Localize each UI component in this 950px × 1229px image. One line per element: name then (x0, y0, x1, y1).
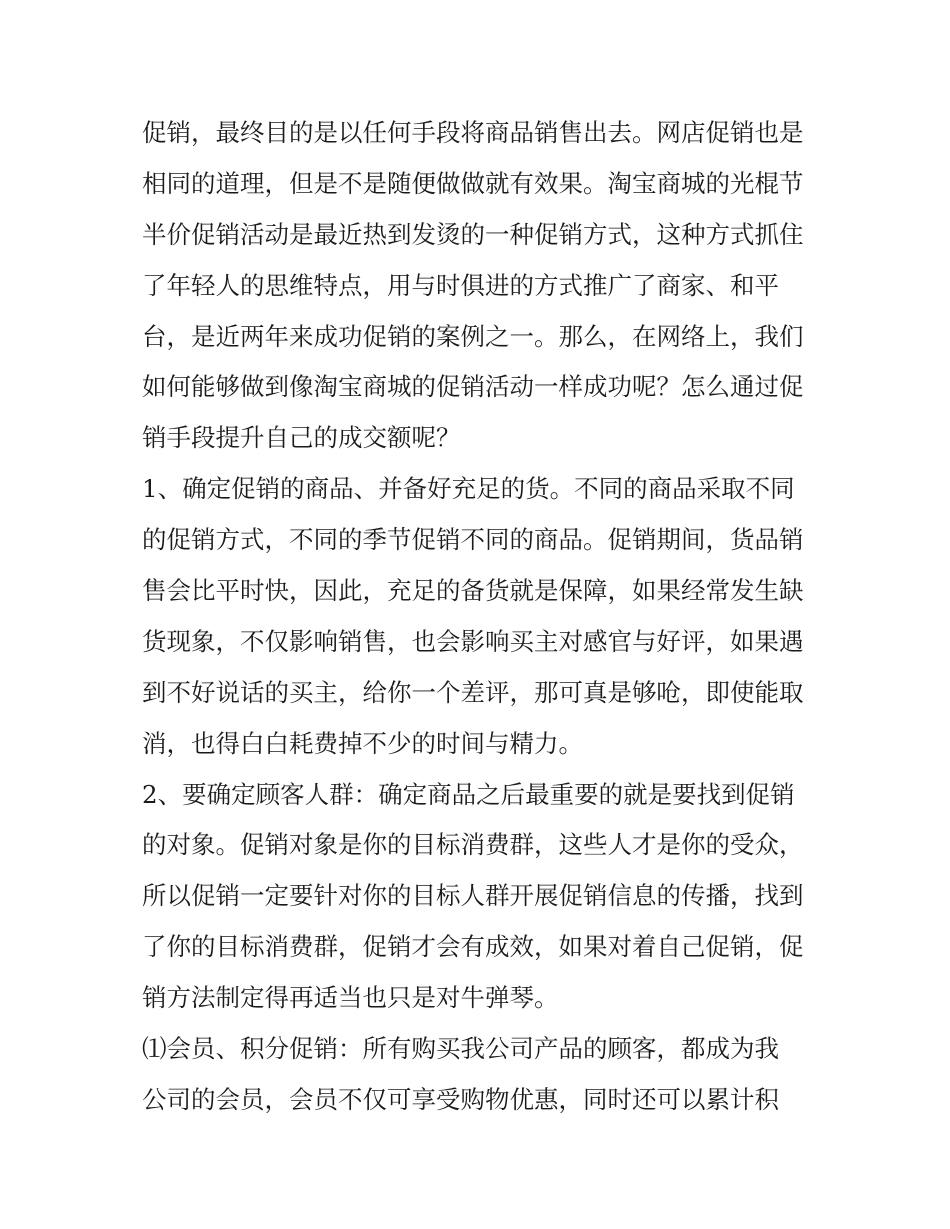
numbered-item-line: 2、要确定顾客人群：确定商品之后最重要的就是要找到促销 (142, 779, 795, 809)
text-line: 相同的道理，但是不是随便做做就有效果。淘宝商城的光棍节 (142, 168, 804, 198)
text-line: 消，也得白白耗费掉不少的时间与精力。 (142, 728, 583, 758)
numbered-item-line: 1、确定促销的商品、并备好充足的货。不同的商品采取不同 (142, 474, 795, 504)
text-line: 所以促销一定要针对你的目标人群开展促销信息的传播，找到 (142, 881, 804, 911)
text-line: 半价促销活动是最近热到发烫的一种促销方式，这种方式抓住 (142, 219, 804, 249)
text-line: 售会比平时快，因此，充足的备货就是保障，如果经常发生缺 (142, 576, 804, 606)
text-line: 促销，最终目的是以任何手段将商品销售出去。网店促销也是 (142, 118, 804, 147)
text-line: 公司的会员，会员不仅可享受购物优惠，同时还可以累计积 (142, 1084, 779, 1114)
sub-item-line: ⑴会员、积分促销：所有购买我公司产品的顾客，都成为我 (142, 1034, 779, 1064)
text-line: 台，是近两年来成功促销的案例之一。那么，在网络上，我们 (142, 321, 804, 351)
text-line: 货现象，不仅影响销售，也会影响买主对感官与好评，如果遇 (142, 626, 804, 656)
text-line: 销方法制定得再适当也只是对牛弹琴。 (142, 983, 559, 1013)
text-line: 销手段提升自己的成交额呢？ (142, 423, 461, 453)
text-line: 了年轻人的思维特点，用与时俱进的方式推广了商家、和平 (142, 270, 779, 300)
text-line: 的对象。促销对象是你的目标消费群，这些人才是你的受众， (142, 830, 804, 860)
text-line: 到不好说话的买主，给你一个差评，那可真是够呛，即使能取 (142, 677, 804, 707)
text-line: 的促销方式，不同的季节促销不同的商品。促销期间，货品销 (142, 525, 804, 555)
text-line: 如何能够做到像淘宝商城的促销活动一样成功呢？怎么通过促 (142, 372, 804, 402)
text-line: 了你的目标消费群，促销才会有成效，如果对着自己促销，促 (142, 932, 804, 962)
body-text (142, 108, 832, 1126)
